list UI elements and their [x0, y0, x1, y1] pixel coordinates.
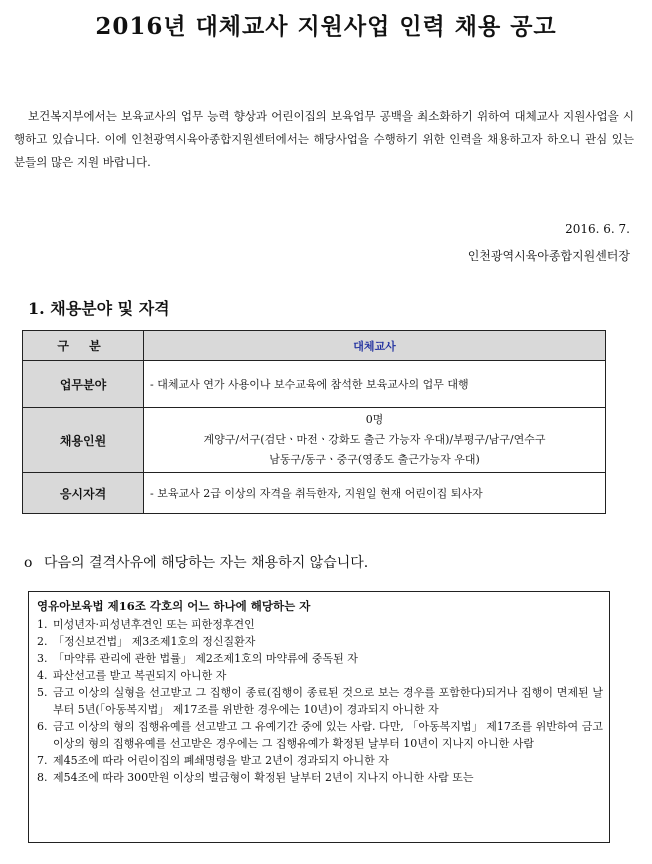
page-title: 2016년 대체교사 지원사업 인력 채용 공고 — [95, 13, 557, 40]
table-row — [23, 473, 606, 514]
item-number: 3. — [37, 652, 48, 665]
table-row — [23, 408, 606, 473]
disqualification-box — [28, 591, 610, 843]
item-number: 2. — [37, 635, 48, 648]
list-item — [37, 718, 603, 752]
list-item — [37, 684, 603, 718]
area-line: 남동구/동구ㆍ중구(영종도 출근가능자 우대) — [269, 453, 480, 466]
list-item — [37, 752, 603, 769]
item-text: 금고 이상의 실형을 선고받고 그 집행이 종료(집행이 종료된 것으로 보는 경우를 포함한다)되거나 집행이 면제된 날부터 5년(「아동복지법」 제17조를 위반한 경우에는 10년)이 경과되지 아니한 자 — [53, 686, 603, 716]
circle-bullet-icon: o — [24, 555, 33, 571]
item-number: 8. — [37, 771, 48, 784]
item-number: 4. — [37, 669, 48, 682]
box-heading: 영유아보육법 제16조 각호의 어느 하나에 해당하는 자 — [37, 599, 311, 613]
item-text: 금고 이상의 형의 집행유예를 선고받고 그 유예기간 중에 있는 사람. 다만, 「아동복지법」 제17조를 위반하여 금고 이상의 형의 집행유예를 선고받은 경우에는 그 집행유예가 확정된 날부터 10년이 지나지 아니한 사람 — [53, 720, 603, 750]
announcement-date: 2016. 6. 7. — [565, 222, 630, 236]
area-line: 계양구/서구(검단ㆍ마전ㆍ강화도 출근 가능자 우대)/부평구/남구/연수구 — [203, 433, 546, 446]
issuing-organization: 인천광역시육아종합지원센터장 — [467, 249, 630, 263]
item-number: 5. — [37, 686, 48, 699]
item-number: 1. — [37, 618, 48, 631]
list-item — [37, 667, 603, 684]
table-row — [23, 361, 606, 408]
item-text: 파산선고를 받고 복권되지 아니한 자 — [53, 669, 227, 682]
item-number: 7. — [37, 754, 48, 767]
list-item — [37, 769, 603, 786]
item-text: 제45조에 따라 어린이집의 폐쇄명령을 받고 2년이 경과되지 아니한 자 — [53, 754, 389, 767]
intro-paragraph: 보건복지부에서는 보육교사의 업무 능력 향상과 어린이집의 보육업무 공백을 최소화하기 위하여 대체교사 지원사업을 시행하고 있습니다. 이에 인천광역시육아종합지원센터에서는 해당사업을 수행하기 위한 인력을 채용하고자 하오니 관심 있는 분들의 많은 지원 바랍니다. — [14, 108, 634, 169]
notice-text: 다음의 결격사유에 해당하는 자는 채용하지 않습니다. — [44, 555, 369, 571]
item-text: 「정신보건법」 제3조제1호의 정신질환자 — [53, 635, 256, 648]
row-value: - 대체교사 연가 사용이나 보수교육에 참석한 보육교사의 업무 대행 — [144, 361, 606, 408]
disqualification-list — [37, 616, 603, 786]
row-label: 업무분야 — [23, 361, 144, 408]
list-item — [37, 616, 603, 633]
list-item — [37, 650, 603, 667]
header-value-cell — [144, 331, 606, 361]
row-value: - 보육교사 2급 이상의 자격을 취득한자, 지원일 현재 어린이집 퇴사자 — [144, 473, 606, 514]
item-number: 6. — [37, 720, 48, 733]
section-title: 1. 채용분야 및 자격 — [28, 299, 170, 318]
row-label: 응시자격 — [23, 473, 144, 514]
recruitment-table — [22, 330, 606, 514]
row-value — [144, 408, 606, 473]
item-text: 제54조에 따라 300만원 이상의 벌금형이 확정된 날부터 2년이 지나지 아니한 사람 또는 — [53, 771, 474, 784]
header-label-cell — [23, 331, 144, 361]
table-header-row — [23, 331, 606, 361]
disqualification-notice — [24, 552, 368, 572]
row-label: 채용인원 — [23, 408, 144, 473]
header-label: 구 분 — [57, 339, 109, 353]
list-item — [37, 633, 603, 650]
header-value: 대체교사 — [353, 339, 396, 353]
item-text: 「마약류 관리에 관한 법률」 제2조제1호의 마약류에 중독된 자 — [53, 652, 358, 665]
item-text: 미성년자·피성년후견인 또는 피한정후견인 — [53, 618, 255, 631]
count-line: 0명 — [365, 413, 384, 426]
